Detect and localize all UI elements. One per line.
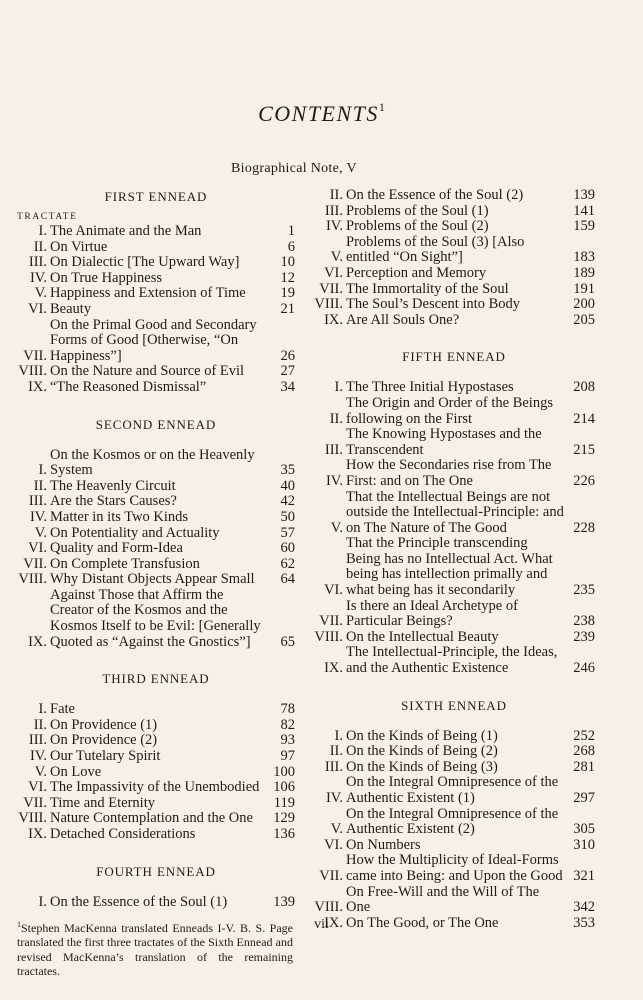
tractate-title: On Complete Transfusion xyxy=(50,555,200,572)
tractate-page: 141 xyxy=(573,202,595,219)
tractate-title: The Intellectual-Principle, the Ideas, and the Authentic Existence xyxy=(346,644,558,677)
tractate-number: IX. xyxy=(28,633,47,650)
tractate-page: 12 xyxy=(280,269,295,286)
toc-entry xyxy=(17,255,295,271)
tractate-page: 321 xyxy=(573,867,595,884)
tractate-number: VIII. xyxy=(18,571,47,588)
toc-entry xyxy=(313,744,595,760)
tractate-title: Problems of the Soul (3) [Also entitled “On Sight”] xyxy=(346,233,525,266)
tractate-title: Detached Considerations xyxy=(50,826,196,842)
tractate-title: Are the Stars Causes? xyxy=(50,493,177,510)
tractate-title: “The Reasoned Dismissal” xyxy=(50,378,207,395)
tractate-number: VIII. xyxy=(314,628,343,645)
toc-entry xyxy=(313,266,595,282)
tractate-title: Are All Souls One? xyxy=(346,311,460,328)
toc-entry xyxy=(313,775,595,806)
tractate-number: IV. xyxy=(29,269,47,286)
toc-entry xyxy=(313,235,595,266)
tractate-number: VII. xyxy=(23,555,47,572)
tractate-page: 235 xyxy=(573,582,595,599)
tractate-number: VII. xyxy=(23,794,47,811)
tractate-page: 200 xyxy=(573,296,595,313)
tractate-number: V. xyxy=(34,524,47,541)
tractate-title: Happiness and Extension of Time xyxy=(50,285,246,302)
toc-entry xyxy=(17,796,295,812)
tractate-number: IX. xyxy=(324,914,343,931)
tractate-page: 21 xyxy=(280,300,295,317)
tractate-title: That the Principle transcending Being has no Intellectual Act. What being has intellection primally and what being has it secondarily xyxy=(346,535,553,599)
page-title-text: CONTENTS xyxy=(258,101,379,126)
fifth-ennead-heading: FIFTH ENNEAD xyxy=(402,349,506,365)
tractate-number: III. xyxy=(324,441,343,458)
toc-entry xyxy=(313,853,595,884)
tractate-title: On the Kinds of Being (1) xyxy=(346,727,498,744)
tractate-page: 215 xyxy=(573,441,595,458)
tractate-title: On Virtue xyxy=(50,238,108,255)
tractate-page: 50 xyxy=(280,508,295,525)
tractate-page: 26 xyxy=(280,347,295,364)
toc-entry xyxy=(313,536,595,598)
tractate-number: III. xyxy=(324,202,343,219)
toc-entry xyxy=(17,364,295,380)
tractate-page: 310 xyxy=(573,836,595,853)
tractate-title: On Potentiality and Actuality xyxy=(50,524,220,541)
tractate-title: The Three Initial Hypostases xyxy=(346,379,514,396)
fourth-ennead-list-right xyxy=(313,188,595,328)
tractate-title: Problems of the Soul (2) xyxy=(346,218,489,235)
tractate-number: IX. xyxy=(28,378,47,395)
footnote-text: Stephen MacKenna translated Enneads I-V. B. S. Page translated the first three tractates of the Sixth Ennead and revised MacKenna’s translation of the remaining tractates. xyxy=(17,921,293,979)
tractate-page: 97 xyxy=(280,748,295,765)
tractate-page: 27 xyxy=(280,363,295,380)
tractate-title: On Dialectic [The Upward Way] xyxy=(50,254,240,271)
tractate-number: I. xyxy=(38,893,47,910)
tractate-page: 297 xyxy=(573,790,595,806)
tractate-page: 100 xyxy=(273,763,295,780)
toc-entry xyxy=(313,313,595,329)
tractate-page: 268 xyxy=(573,743,595,760)
toc-entry xyxy=(17,479,295,495)
tractate-number: II. xyxy=(33,477,47,494)
tractate-number: I. xyxy=(334,379,343,396)
tractate-title: Nature Contemplation and the One xyxy=(50,810,253,827)
tractate-page: 208 xyxy=(573,379,595,396)
tractate-number: VIII. xyxy=(314,899,343,916)
toc-entry xyxy=(313,729,595,745)
tractate-page: 246 xyxy=(573,660,595,677)
tractate-page: 281 xyxy=(573,758,595,775)
tractate-page: 238 xyxy=(573,613,595,630)
toc-entry xyxy=(17,286,295,302)
tractate-title: On the Intellectual Beauty xyxy=(346,628,499,645)
toc-entry xyxy=(313,297,595,313)
toc-entry xyxy=(313,838,595,854)
tractate-page: 42 xyxy=(280,493,295,510)
tractate-number: I. xyxy=(334,727,343,744)
tractate-page: 62 xyxy=(280,555,295,572)
tractate-number: IX. xyxy=(28,826,47,842)
tractate-number: VII. xyxy=(319,867,343,884)
tractate-page: 60 xyxy=(280,540,295,557)
toc-entry xyxy=(17,895,295,911)
tractate-page: 205 xyxy=(573,311,595,328)
second-ennead-list xyxy=(17,448,295,651)
tractate-label: TRACTATE xyxy=(17,212,78,222)
tractate-page: 342 xyxy=(573,899,595,916)
toc-entry xyxy=(313,630,595,646)
tractate-number: II. xyxy=(329,410,343,427)
tractate-page: 353 xyxy=(573,914,595,931)
tractate-number: IX. xyxy=(324,311,343,328)
tractate-number: VII. xyxy=(319,613,343,630)
toc-entry xyxy=(17,448,295,479)
tractate-number: II. xyxy=(329,187,343,203)
tractate-title: On Numbers xyxy=(346,836,421,853)
tractate-page: 10 xyxy=(280,254,295,271)
tractate-page: 57 xyxy=(280,524,295,541)
tractate-number: VI. xyxy=(28,779,47,796)
tractate-page: 1 xyxy=(287,223,295,239)
toc-entry xyxy=(17,827,295,843)
first-ennead-heading: FIRST ENNEAD xyxy=(104,189,208,204)
tractate-title: On Free-Will and the Will of The One xyxy=(346,883,540,916)
tractate-title: Perception and Memory xyxy=(346,264,487,281)
fifth-ennead-list xyxy=(313,380,595,676)
tractate-page: 19 xyxy=(280,285,295,302)
tractate-number: III. xyxy=(28,493,47,510)
tractate-page: 189 xyxy=(573,264,595,281)
tractate-number: II. xyxy=(33,238,47,255)
tractate-title: On the Integral Omnipresence of the Authentic Existent (2) xyxy=(346,805,559,838)
tractate-title: On the Kinds of Being (2) xyxy=(346,743,498,760)
toc-entry xyxy=(313,396,595,427)
toc-entry xyxy=(313,645,595,676)
tractate-number: IV. xyxy=(325,790,343,806)
tractate-page: 239 xyxy=(573,628,595,645)
tractate-title: Quality and Form-Idea xyxy=(50,540,183,557)
toc-entry xyxy=(17,510,295,526)
tractate-title: That the Intellectual Beings are not outside the Intellectual-Principle: and on The Nature of The Good xyxy=(346,488,564,536)
tractate-title: Fate xyxy=(50,701,75,718)
tractate-number: IV. xyxy=(325,472,343,489)
tractate-number: VII. xyxy=(23,347,47,364)
toc-entry xyxy=(17,765,295,781)
tractate-title: On Providence (1) xyxy=(50,716,158,733)
toc-entry xyxy=(17,780,295,796)
page-title xyxy=(0,101,643,127)
tractate-page: 191 xyxy=(573,280,595,297)
toc-entry xyxy=(313,380,595,396)
toc-entry xyxy=(313,188,595,204)
toc-entry xyxy=(17,811,295,827)
tractate-title: The Immortality of the Soul xyxy=(346,280,509,297)
toc-entry xyxy=(313,807,595,838)
tractate-number: I. xyxy=(38,462,47,479)
tractate-number: III. xyxy=(28,254,47,271)
tractate-number: III. xyxy=(324,758,343,775)
tractate-page: 139 xyxy=(573,187,595,203)
tractate-number: II. xyxy=(329,743,343,760)
toc-entry xyxy=(17,224,295,240)
tractate-title: The Origin and Order of the Beings following on the First xyxy=(346,394,553,427)
tractate-title: Against Those that Affirm the Creator of the Kosmos and the Kosmos Itself to be Evil: [Generally Quoted as “Against the Gnostics”] xyxy=(50,586,261,650)
second-ennead-heading: SECOND ENNEAD xyxy=(95,416,217,432)
tractate-page: 65 xyxy=(280,633,295,650)
tractate-number: V. xyxy=(330,821,343,838)
tractate-number: IV. xyxy=(29,508,47,525)
tractate-number: IV. xyxy=(29,748,47,765)
tractate-number: I. xyxy=(38,223,47,239)
tractate-number: VIII. xyxy=(18,810,47,827)
fourth-ennead-heading: FOURTH ENNEAD xyxy=(96,863,216,879)
tractate-title: The Animate and the Man xyxy=(50,223,202,239)
tractate-title: On the Primal Good and Secondary Forms of Good [Otherwise, “On Happiness”] xyxy=(50,316,257,364)
toc-entry xyxy=(313,885,595,916)
toc-entry xyxy=(17,541,295,557)
toc-entry xyxy=(17,733,295,749)
footnote-number: 1 xyxy=(17,920,21,930)
tractate-number: IV. xyxy=(325,218,343,235)
tractate-title: How the Multiplicity of Ideal-Forms came into Being: and Upon the Good xyxy=(346,852,563,884)
tractate-number: III. xyxy=(28,732,47,749)
tractate-number: V. xyxy=(330,519,343,536)
tractate-number: VIII. xyxy=(314,296,343,313)
tractate-title: Matter in its Two Kinds xyxy=(50,508,189,525)
tractate-number: I. xyxy=(38,701,47,718)
tractate-title: On the Integral Omnipresence of the Authentic Existent (1) xyxy=(346,774,559,806)
toc-entry xyxy=(313,219,595,235)
tractate-number: VIII. xyxy=(18,363,47,380)
tractate-title: On the Kosmos or on the Heavenly System xyxy=(50,446,255,479)
toc-entry xyxy=(313,458,595,489)
tractate-number: V. xyxy=(330,249,343,266)
tractate-number: VI. xyxy=(28,540,47,557)
tractate-title: Beauty xyxy=(50,300,92,317)
toc-entry xyxy=(17,588,295,650)
tractate-page: 226 xyxy=(573,472,595,489)
tractate-page: 183 xyxy=(573,249,595,266)
third-ennead-list xyxy=(17,702,295,842)
tractate-title: On The Good, or The One xyxy=(346,914,499,931)
tractate-title: On the Essence of the Soul (2) xyxy=(346,187,524,203)
left-column xyxy=(17,188,295,978)
tractate-title: How the Secondaries rise from The First: and on The One xyxy=(346,457,552,489)
tractate-title: Time and Eternity xyxy=(50,794,155,811)
toc-entry xyxy=(313,427,595,458)
tractate-page: 159 xyxy=(573,218,595,235)
tractate-title: The Soul’s Descent into Body xyxy=(346,296,520,313)
tractate-number: VII. xyxy=(319,280,343,297)
toc-entry xyxy=(17,271,295,287)
tractate-number: VI. xyxy=(324,264,343,281)
tractate-page: 119 xyxy=(273,794,295,811)
toc-entry xyxy=(313,282,595,298)
toc-entry xyxy=(17,526,295,542)
tractate-title: On the Nature and Source of Evil xyxy=(50,363,245,380)
tractate-page: 35 xyxy=(280,462,295,479)
toc-entry xyxy=(17,572,295,588)
tractate-title: Why Distant Objects Appear Small xyxy=(50,571,255,588)
tractate-title: Our Tutelary Spirit xyxy=(50,748,161,765)
biographical-note: Biographical Note, V xyxy=(231,161,357,176)
toc-entry xyxy=(17,240,295,256)
tractate-number: V. xyxy=(34,763,47,780)
tractate-page: 78 xyxy=(280,701,295,718)
tractate-number: IX. xyxy=(324,660,343,677)
tractate-page: 305 xyxy=(573,821,595,838)
toc-entry xyxy=(17,494,295,510)
sixth-ennead-heading: SIXTH ENNEAD xyxy=(401,697,507,713)
tractate-page: 6 xyxy=(287,238,295,255)
toc-entry xyxy=(17,749,295,765)
tractate-number: V. xyxy=(34,285,47,302)
tractate-title: The Heavenly Circuit xyxy=(50,477,176,494)
tractate-title: On True Happiness xyxy=(50,269,162,286)
tractate-title: On Providence (2) xyxy=(50,732,158,749)
tractate-page: 64 xyxy=(280,571,295,588)
tractate-title: Is there an Ideal Archetype of Particular Beings? xyxy=(346,597,518,630)
tractate-title: The Impassivity of the Unembodied xyxy=(50,779,260,796)
tractate-title: Problems of the Soul (1) xyxy=(346,202,489,219)
tractate-number: VI. xyxy=(324,582,343,599)
right-column xyxy=(313,188,595,931)
tractate-page: 129 xyxy=(273,810,295,827)
tractate-title: On the Essence of the Soul (1) xyxy=(50,893,228,910)
toc-entry xyxy=(17,718,295,734)
tractate-page: 82 xyxy=(280,716,295,733)
sixth-ennead-list xyxy=(313,729,595,932)
toc-entry xyxy=(17,302,295,318)
third-ennead-heading: THIRD ENNEAD xyxy=(102,671,210,687)
toc-entry xyxy=(313,599,595,630)
tractate-page: 136 xyxy=(273,826,295,842)
toc-entry xyxy=(17,702,295,718)
page-number: vii xyxy=(314,917,329,932)
tractate-number: VI. xyxy=(324,836,343,853)
fourth-ennead-list-left xyxy=(17,895,295,911)
tractate-page: 34 xyxy=(280,378,295,395)
toc-entry xyxy=(17,557,295,573)
tractate-page: 93 xyxy=(280,732,295,749)
tractate-number: II. xyxy=(33,716,47,733)
toc-entry xyxy=(313,204,595,220)
tractate-page: 228 xyxy=(573,519,595,536)
footnote-marker: 1 xyxy=(378,99,385,114)
tractate-title: On the Kinds of Being (3) xyxy=(346,758,498,775)
toc-entry xyxy=(313,760,595,776)
tractate-page: 139 xyxy=(273,893,295,910)
toc-entry xyxy=(17,380,295,396)
tractate-page: 252 xyxy=(573,727,595,744)
first-ennead-list xyxy=(17,224,295,396)
toc-entry xyxy=(17,318,295,365)
tractate-page: 106 xyxy=(273,779,295,796)
tractate-number: VI. xyxy=(28,300,47,317)
toc-entry xyxy=(313,490,595,537)
tractate-page: 40 xyxy=(280,477,295,494)
tractate-page: 214 xyxy=(573,410,595,427)
tractate-title: The Knowing Hypostases and the Transcendent xyxy=(346,426,542,458)
tractate-title: On Love xyxy=(50,763,102,780)
